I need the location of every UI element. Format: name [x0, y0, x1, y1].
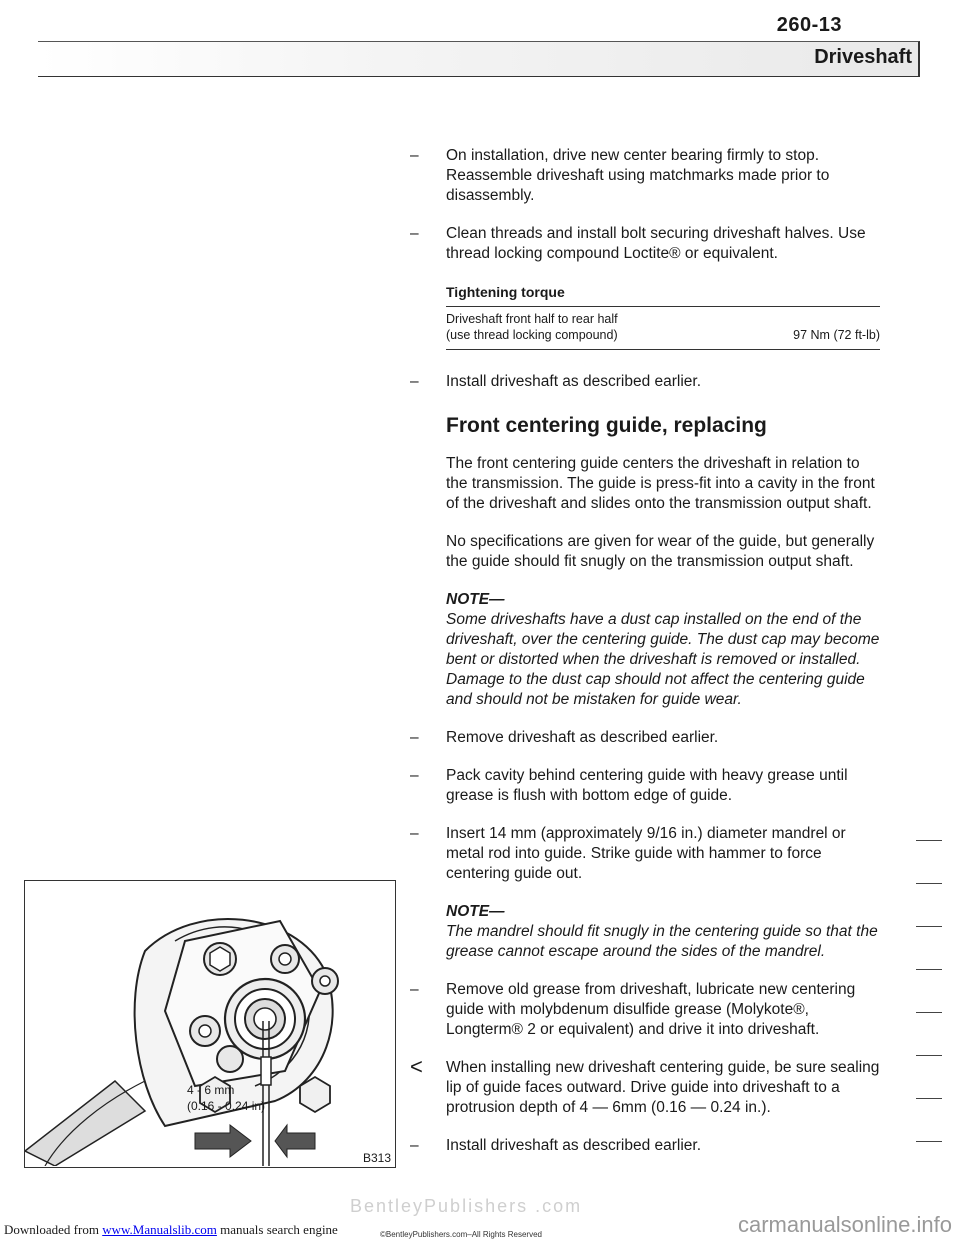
step-text: Install driveshaft as described earlier. [446, 373, 702, 390]
dash-icon: – [410, 767, 419, 784]
step-item [410, 146, 880, 206]
page-content [410, 146, 880, 1174]
dash-icon: – [410, 729, 419, 746]
dash-icon: – [410, 825, 419, 842]
step-text: Remove driveshaft as described earlier. [446, 729, 719, 746]
spec-row-sublabel: (use thread locking compound) [446, 328, 618, 342]
dash-icon: – [410, 373, 419, 390]
spec-row [446, 307, 880, 350]
header-bar [38, 41, 920, 77]
step-text: Remove old grease from driveshaft, lubricate new centering guide with molybdenum disulfide grease (Molykote®, Longterm® 2 or equivalent) and drive it into driveshaft. [446, 981, 856, 1038]
note-text: Some driveshafts have a dust cap installed on the end of the driveshaft, over the centering guide. The dust cap may become bent or distorted when the driveshaft is removed or installed. Damage to the dust cap should not affect the centering guide and should not be mistaken for guide wear. [446, 611, 880, 708]
section-heading: Front centering guide, replacing [446, 414, 767, 437]
step-item [410, 1054, 880, 1118]
step-item [410, 728, 880, 748]
footer-suffix: manuals search engine [220, 1222, 338, 1237]
step-text: Pack cavity behind centering guide with heavy grease until grease is flush with bottom edge of guide. [446, 767, 848, 804]
driveshaft-figure [24, 880, 396, 1168]
step-text: Install driveshaft as described earlier. [446, 1137, 702, 1154]
note-text: The mandrel should fit snugly in the centering guide so that the grease cannot escape around the sides of the mandrel. [446, 923, 878, 960]
paragraph: No specifications are given for wear of the guide, but generally the guide should fit snugly on the transmission output shaft. [446, 533, 875, 570]
watermark: BentleyPublishers .com [350, 1196, 583, 1216]
footer-prefix: Downloaded from [4, 1222, 99, 1237]
figure-label-in: (0.16 - 0.24 in) [187, 1099, 266, 1113]
figure-code: B313 [362, 1151, 391, 1165]
dash-icon: – [410, 225, 419, 242]
dash-icon: – [410, 147, 419, 164]
step-text: When installing new driveshaft centering guide, be sure sealing lip of guide faces outward. Drive guide into driveshaft to a protrusion depth of 4 — 6mm (0.16 — 0.24 in.). [446, 1059, 880, 1116]
torque-spec-table [446, 282, 880, 350]
step-text: On installation, drive new center bearing firmly to stop. Reassemble driveshaft using matchmarks made prior to disassembly. [446, 147, 830, 204]
section-title: Driveshaft [814, 46, 912, 68]
step-item [410, 980, 880, 1040]
step-text: Insert 14 mm (approximately 9/16 in.) diameter mandrel or metal rod into guide. Strike guide with hammer to force centering guide out. [446, 825, 846, 882]
copyright-text: ©BentleyPublishers.com–All Rights Reserved [380, 1230, 542, 1239]
margin-marks [916, 840, 942, 1184]
step-item [410, 766, 880, 806]
step-item [410, 824, 880, 884]
paragraph: The front centering guide centers the driveshaft in relation to the transmission. The guide is press-fit into a cavity in the front of the driveshaft and slides onto the transmission output shaft. [446, 455, 875, 512]
note-label: NOTE— [446, 591, 505, 608]
note-block [446, 590, 880, 710]
spec-row-label: Driveshaft front half to rear half [446, 312, 618, 326]
figure-label-mm: 4 - 6 mm [187, 1083, 235, 1097]
note-label: NOTE— [446, 903, 505, 920]
step-item [410, 1136, 880, 1156]
dash-icon: – [410, 1137, 419, 1154]
spec-row-value: 97 Nm (72 ft-lb) [793, 328, 880, 342]
site-watermark: carmanualsonline.info [737, 1212, 952, 1237]
note-block [446, 902, 880, 962]
arrow-left-icon: < [410, 1054, 423, 1079]
page-number: 260-13 [776, 14, 842, 36]
spec-title: Tightening torque [446, 282, 880, 307]
manualslib-link[interactable]: www.Manualslib.com [102, 1222, 217, 1237]
step-item [410, 224, 880, 264]
step-item [410, 372, 880, 392]
dash-icon: – [410, 981, 419, 998]
download-footer [4, 1222, 338, 1238]
step-text: Clean threads and install bolt securing driveshaft halves. Use thread locking compound Loctite® or equivalent. [446, 225, 866, 262]
driveshaft-flange-illustration [25, 881, 394, 1166]
